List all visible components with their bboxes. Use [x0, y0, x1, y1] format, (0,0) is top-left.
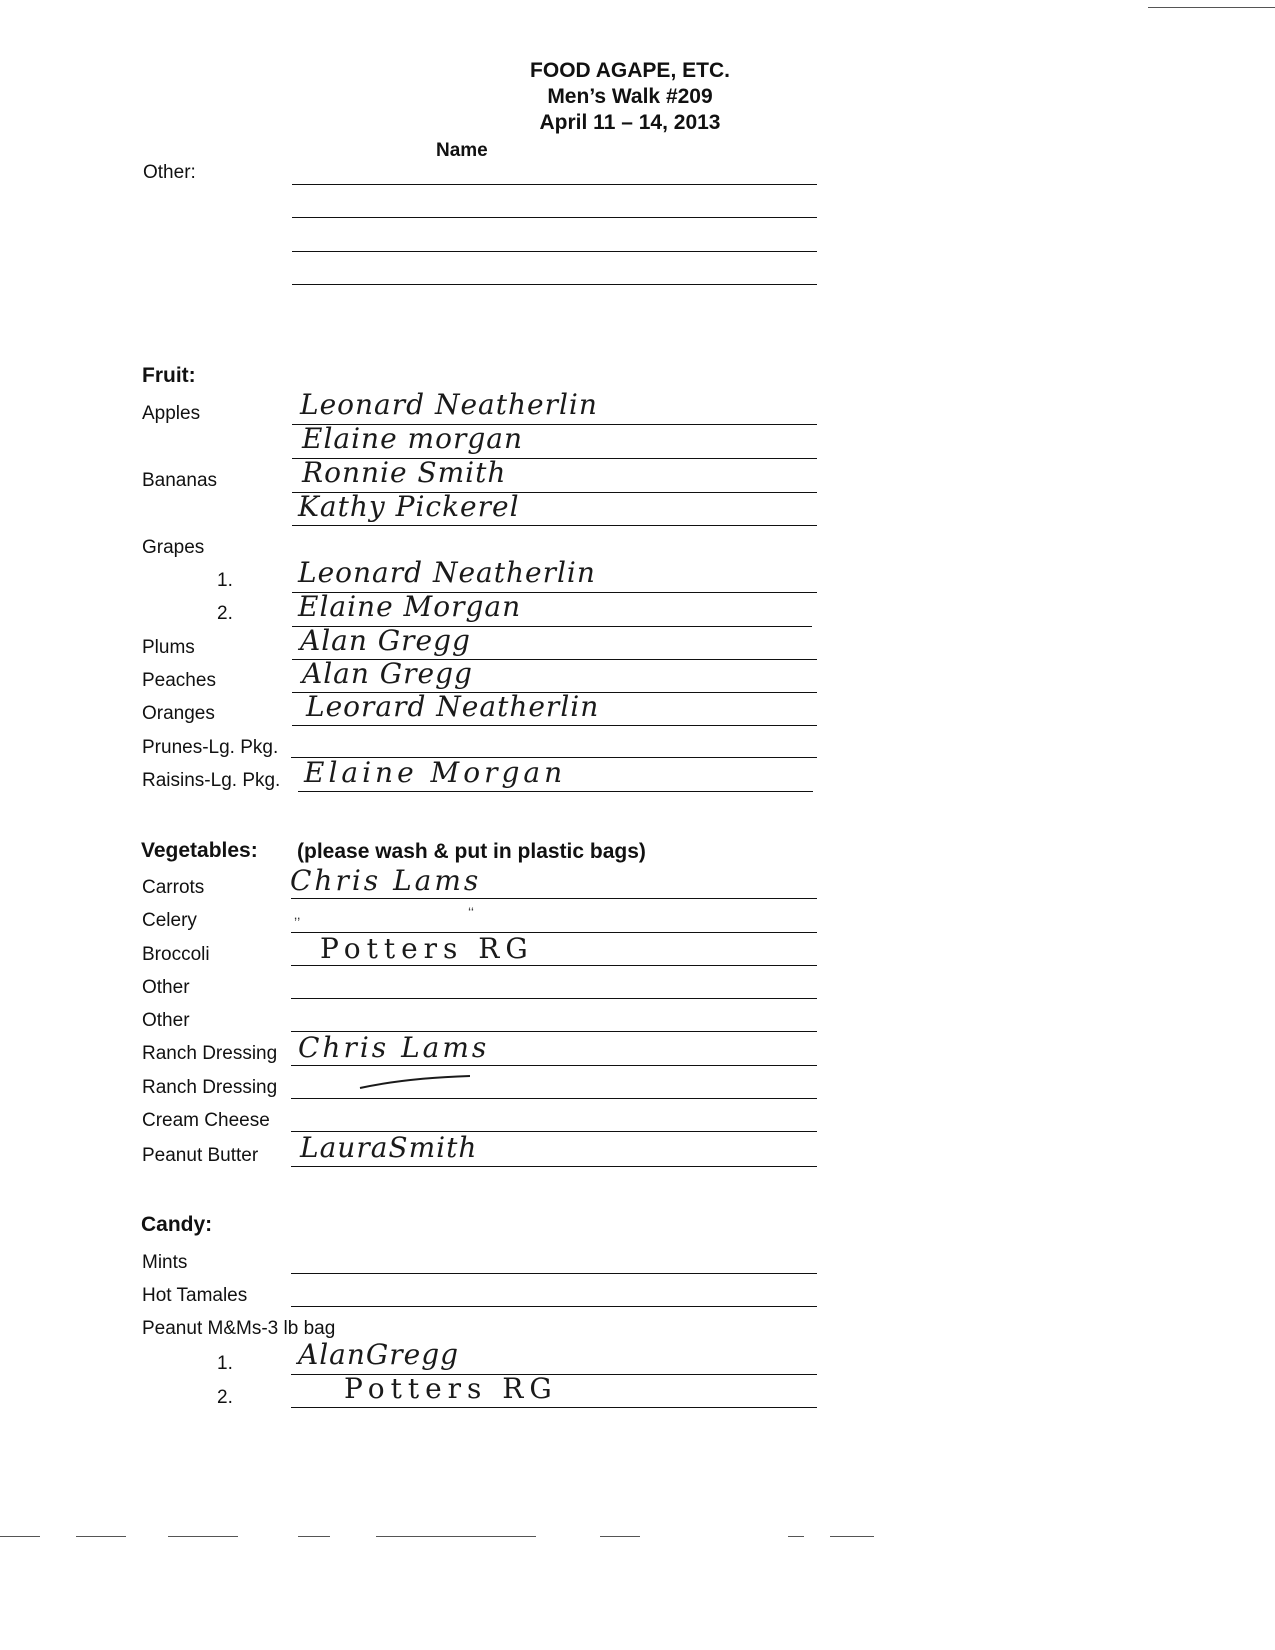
carrots-name: Chris Lams	[290, 864, 482, 897]
celery-ditto-right: ‘‘	[468, 904, 474, 920]
other-label: Other:	[143, 162, 196, 183]
ranch-dressing-1-line[interactable]	[291, 1065, 817, 1066]
ranch-dressing-2-line[interactable]	[291, 1098, 817, 1099]
vegetables-other-1-line[interactable]	[291, 998, 817, 999]
other-line-2[interactable]	[292, 217, 817, 218]
carrots-line[interactable]	[291, 898, 817, 899]
grapes-name-1: Leonard Neatherlin	[298, 556, 596, 589]
ranch-dressing-1-name: Chris Lams	[298, 1031, 490, 1064]
broccoli-name: Potters RG	[320, 932, 534, 965]
apples-label: Apples	[142, 403, 201, 424]
form-title-block	[400, 58, 860, 136]
other-line-3[interactable]	[292, 251, 817, 252]
ranch-dressing-2-ditto-stroke	[356, 1070, 476, 1094]
apples-name-1: Leonard Neatherlin	[300, 388, 598, 421]
peaches-name: Alan Gregg	[302, 657, 473, 690]
oranges-line[interactable]	[292, 725, 817, 726]
bananas-label: Bananas	[142, 470, 218, 491]
broccoli-label: Broccoli	[142, 944, 210, 965]
fold-dash-5	[376, 1536, 536, 1537]
fold-dash-3	[168, 1536, 238, 1537]
ranch-dressing-2-label: Ranch Dressing	[142, 1077, 278, 1098]
mms-name-1: AlanGregg	[298, 1338, 460, 1371]
bananas-name-2: Kathy Pickerel	[298, 490, 520, 523]
mms-name-2: Potters RG	[344, 1372, 558, 1405]
vegetables-heading: Vegetables:	[141, 839, 258, 862]
celery-ditto-left: ‚‚	[294, 906, 301, 922]
raisins-name: Elaine Morgan	[304, 756, 567, 789]
hot-tamales-line[interactable]	[291, 1306, 817, 1307]
peanut-butter-name: LauraSmith	[300, 1131, 478, 1164]
fold-dash-8	[830, 1536, 874, 1537]
peanut-butter-label: Peanut Butter	[142, 1145, 259, 1166]
vegetables-other-1-label: Other	[142, 977, 190, 998]
plums-name: Alan Gregg	[300, 624, 471, 657]
plums-label: Plums	[142, 637, 195, 658]
bananas-line-2[interactable]	[292, 525, 817, 526]
prunes-label: Prunes-Lg. Pkg.	[142, 737, 279, 758]
carrots-label: Carrots	[142, 877, 205, 898]
vegetables-other-2-label: Other	[142, 1010, 190, 1031]
form-subtitle: Men’s Walk #209	[547, 85, 713, 108]
fold-dash-1	[0, 1536, 40, 1537]
other-line-1[interactable]	[292, 184, 817, 185]
broccoli-line[interactable]	[291, 965, 817, 966]
mints-label: Mints	[142, 1252, 188, 1273]
grapes-number-2: 2.	[217, 603, 233, 624]
celery-label: Celery	[142, 910, 197, 931]
form-date: April 11 – 14, 2013	[539, 111, 721, 134]
candy-heading: Candy:	[141, 1213, 213, 1236]
oranges-name: Leorard Neatherlin	[306, 690, 600, 723]
name-column-header: Name	[436, 140, 488, 161]
hot-tamales-label: Hot Tamales	[142, 1285, 248, 1306]
fruit-heading: Fruit:	[142, 364, 196, 387]
other-line-4[interactable]	[292, 284, 817, 285]
fold-dash-6	[600, 1536, 640, 1537]
mms-label: Peanut M&Ms-3 lb bag	[142, 1318, 336, 1339]
fold-dash-7	[788, 1536, 804, 1537]
mms-number-1: 1.	[217, 1353, 233, 1374]
peaches-label: Peaches	[142, 670, 216, 691]
grapes-label: Grapes	[142, 537, 205, 558]
mms-line-2[interactable]	[291, 1407, 817, 1408]
scan-edge-line	[1148, 7, 1275, 8]
apples-name-2: Elaine morgan	[302, 422, 523, 455]
bananas-name-1: Ronnie Smith	[302, 456, 507, 489]
ranch-dressing-1-label: Ranch Dressing	[142, 1043, 278, 1064]
cream-cheese-label: Cream Cheese	[142, 1110, 270, 1131]
raisins-line[interactable]	[298, 791, 813, 792]
grapes-name-2: Elaine Morgan	[298, 590, 522, 623]
oranges-label: Oranges	[142, 703, 215, 724]
mms-number-2: 2.	[217, 1387, 233, 1408]
form-title: FOOD AGAPE, ETC.	[530, 59, 730, 82]
fold-dash-2	[76, 1536, 126, 1537]
fold-dash-4	[298, 1536, 330, 1537]
raisins-label: Raisins-Lg. Pkg.	[142, 770, 281, 791]
peanut-butter-line[interactable]	[291, 1166, 817, 1167]
grapes-number-1: 1.	[217, 570, 233, 591]
vegetables-note: (please wash & put in plastic bags)	[297, 840, 646, 863]
mints-line[interactable]	[291, 1273, 817, 1274]
